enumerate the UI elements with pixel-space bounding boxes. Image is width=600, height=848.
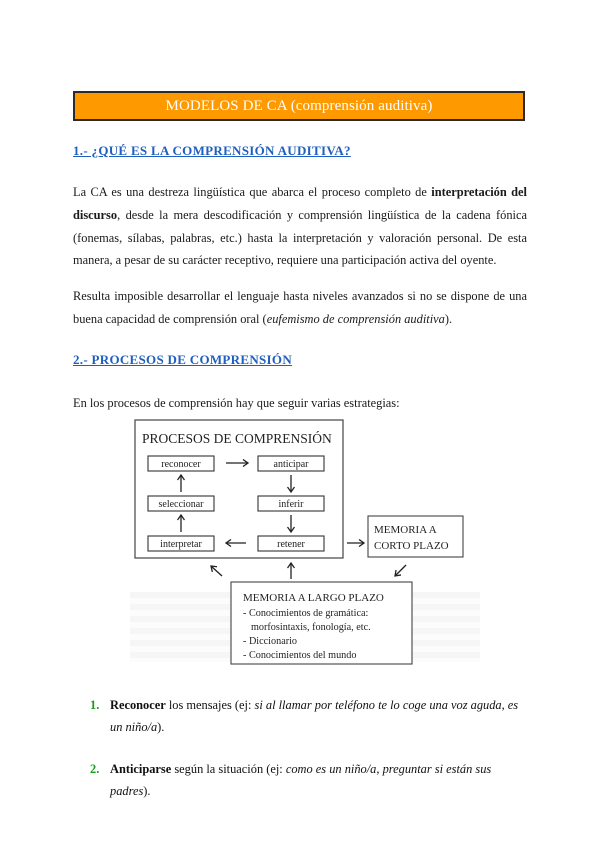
para-text: Resulta imposible desarrollar el lenguaje hasta niveles avanzados si no se dispone de una buena capacidad de comprensión oral ( <box>73 289 527 326</box>
long-memory-item: - Conocimientos de gramática: <box>243 608 369 619</box>
step-reconocer: reconocer <box>161 459 201 470</box>
list-text: según la situación (ej: <box>171 762 286 776</box>
step-interpretar: interpretar <box>160 539 202 550</box>
para-text: , desde la mera descodificación y comprensión lingüística de la cadena fónica (fonemas, sílabas, palabras, etc.) hasta la interpretación y valoración personal. De esta manera, a pesar de su carácter receptivo, requiere una participación activa del oyente. <box>73 207 527 268</box>
long-memory-title: MEMORIA A LARGO PLAZO <box>243 592 384 604</box>
list-example: como es un niño/a, preguntar si están sus padres <box>110 762 492 798</box>
long-memory-item: - Diccionario <box>243 636 298 647</box>
para-text: La CA es una destreza lingüística que abarca el proceso completo de <box>73 185 432 199</box>
long-memory-item: morfosintaxis, fonología, etc. <box>251 622 371 633</box>
document-title-banner <box>73 91 525 121</box>
document-title: MODELOS DE CA (comprensión auditiva) <box>165 97 433 114</box>
list-number: 1. <box>90 698 100 712</box>
list-item-anticiparse <box>90 758 527 802</box>
section-2-heading: 2.- PROCESOS DE COMPRENSIÓN <box>73 352 293 367</box>
list-text: ). <box>157 720 165 734</box>
section-2-intro: En los procesos de comprensión hay que seguir varias estrategias: <box>73 396 400 410</box>
para-bold-term: interpretación del discurso <box>73 185 527 222</box>
long-memory-item: - Conocimientos del mundo <box>243 650 357 661</box>
list-number: 2. <box>90 762 100 776</box>
list-text: los mensajes (ej: <box>165 698 255 712</box>
list-text: ). <box>143 784 151 798</box>
para-italic: eufemismo de comprensión auditiva <box>266 311 445 326</box>
section-1-paragraph-1 <box>73 181 527 272</box>
comprehension-process-diagram <box>120 415 485 670</box>
short-memory-line-1: MEMORIA A <box>374 524 437 536</box>
step-anticipar: anticipar <box>273 459 309 470</box>
step-retener: retener <box>277 539 305 550</box>
arrow-down-left-icon <box>395 565 406 576</box>
step-seleccionar: seleccionar <box>158 499 204 510</box>
list-item-reconocer <box>90 694 527 738</box>
list-term: Reconocer <box>110 698 166 712</box>
diagram-title: PROCESOS DE COMPRENSIÓN <box>142 431 332 446</box>
step-inferir: inferir <box>278 499 304 510</box>
arrow-up-left-icon <box>211 566 222 576</box>
list-term: Anticiparse <box>110 762 172 776</box>
para-text: ). <box>444 311 453 326</box>
section-1-heading: 1.- ¿QUÉ ES LA COMPRENSIÓN AUDITIVA? <box>73 143 351 158</box>
section-1-paragraph-2 <box>73 285 527 331</box>
list-example: si al llamar por teléfono te lo coge una voz aguda, es un niño/a <box>110 698 519 734</box>
short-memory-line-2: CORTO PLAZO <box>374 540 449 552</box>
